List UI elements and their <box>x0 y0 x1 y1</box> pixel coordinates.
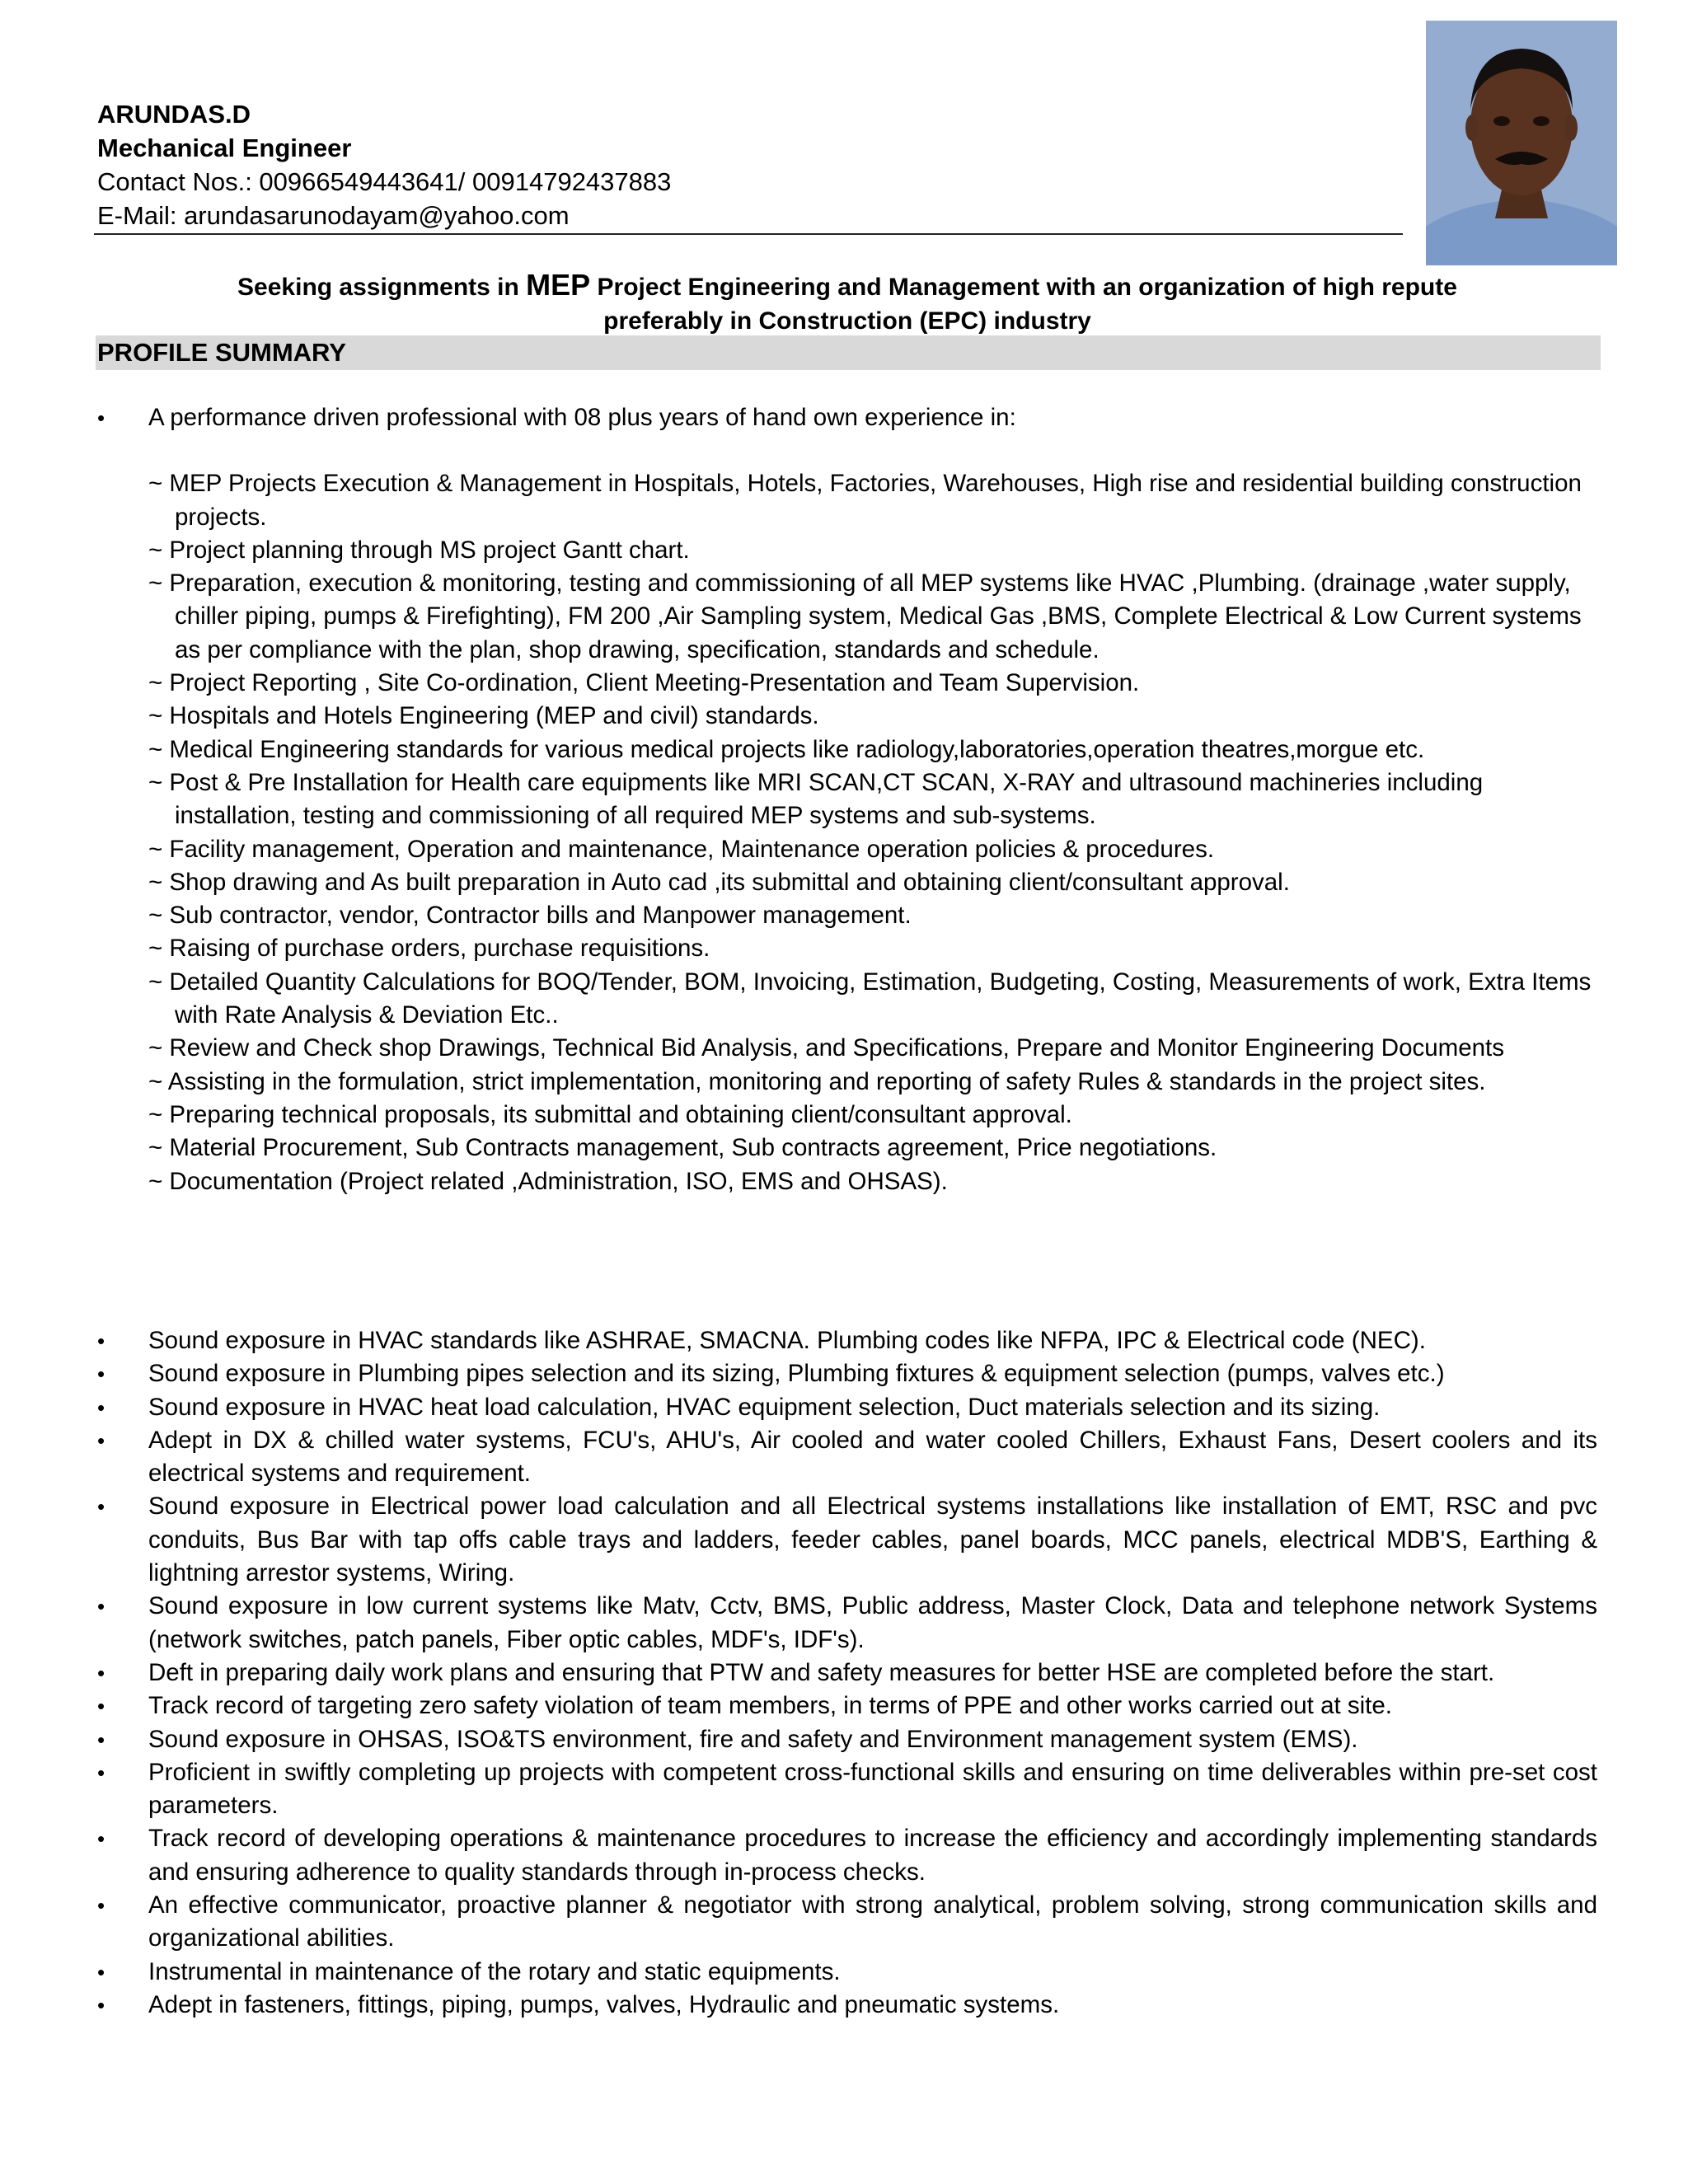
sub-item: ~ Shop drawing and As built preparation in Auto cad ,its submittal and obtaining client/consultant approval. <box>148 868 1290 896</box>
skill-bullet-item <box>97 1424 1597 1491</box>
bullet-icon: • <box>97 1760 106 1785</box>
sub-item: ~ Facility management, Operation and maintenance, Maintenance operation policies & procedures. <box>148 835 1215 863</box>
bullet-icon: • <box>97 1959 106 1985</box>
skill-text: Sound exposure in OHSAS, ISO&TS environment, fire and safety and Environment management system (EMS). <box>148 1725 1358 1753</box>
sub-item: ~ Post & Pre Installation for Health care equipments like MRI SCAN,CT SCAN, X-RAY and ultrasound machineries including installation, testing and commissioning of all required MEP systems and sub-systems. <box>148 768 1484 830</box>
profile-photo-illustration <box>1426 21 1617 265</box>
sub-item: ~ Project Reporting , Site Co-ordination, Client Meeting-Presentation and Team Supervision. <box>148 669 1140 697</box>
intro-bullet-item <box>97 401 1597 434</box>
objective-rest: Project Engineering and Management with an organization of high repute <box>590 274 1457 301</box>
contact-header <box>97 97 1400 232</box>
sub-item: ~ MEP Projects Execution & Management in Hospitals, Hotels, Factories, Warehouses, High rise and residential building construction projects. <box>148 470 1582 531</box>
skill-text: An effective communicator, proactive planner & negotiator with strong analytical, problem solving, strong communication skills and organizational abilities. <box>148 1891 1597 1952</box>
skill-text: Adept in fasteners, fittings, piping, pumps, valves, Hydraulic and pneumatic systems. <box>148 1990 1060 2018</box>
experience-intro <box>97 401 1597 1198</box>
sub-item: ~ Medical Engineering standards for various medical projects like radiology,laboratories,operation theatres,morgue etc. <box>148 735 1425 763</box>
skill-text: Sound exposure in low current systems like Matv, Cctv, BMS, Public address, Master Clock, Data and telephone network Systems (network switches, patch panels, Fiber optic cables, MDF's, IDF's). <box>148 1592 1597 1653</box>
skill-bullet-item <box>97 1391 1597 1424</box>
bullet-icon: • <box>97 1694 106 1719</box>
skill-text: Sound exposure in Electrical power load calculation and all Electrical systems installations like installation of EMT, RSC and pvc conduits, Bus Bar with tap offs cable trays and ladders, feeder cables, panel boards, MCC panels, electrical MDB'S, Earthing & lightning arrestor systems, Wiring. <box>148 1493 1597 1587</box>
skill-text: Adept in DX & chilled water systems, FCU's, AHU's, Air cooled and water cooled Chillers, Exhaust Fans, Desert coolers and its electrical systems and requirement. <box>148 1426 1597 1488</box>
objective-line-1 <box>97 268 1597 304</box>
objective-prefix: Seeking assignments in <box>237 274 527 301</box>
bullet-icon: • <box>97 1361 106 1387</box>
skill-bullet-item <box>97 1357 1597 1390</box>
email-address: E-Mail: arundasarunodayam@yahoo.com <box>97 201 570 230</box>
bullet-icon: • <box>97 1427 106 1453</box>
sub-item: ~ Material Procurement, Sub Contracts management, Sub contracts agreement, Price negotiations. <box>148 1134 1217 1162</box>
sub-item: ~ Sub contractor, vendor, Contractor bills and Manpower management. <box>148 902 912 930</box>
bullet-icon: • <box>97 1727 106 1752</box>
objective-line-2: preferably in Construction (EPC) industry <box>603 307 1091 335</box>
sub-item: ~ Preparing technical proposals, its submittal and obtaining client/consultant approval. <box>148 1100 1072 1128</box>
bullet-icon: • <box>97 1992 106 2018</box>
skill-bullet-item <box>97 1956 1597 1989</box>
sub-item: ~ Hospitals and Hotels Engineering (MEP and civil) standards. <box>148 702 819 730</box>
skill-text: Deft in preparing daily work plans and ensuring that PTW and safety measures for better HSE are completed before the start. <box>148 1658 1495 1686</box>
bullet-icon: • <box>97 1494 106 1520</box>
bullet-icon: • <box>97 1660 106 1685</box>
skill-text: Sound exposure in HVAC standards like ASHRAE, SMACNA. Plumbing codes like NFPA, IPC & Electrical code (NEC). <box>148 1327 1426 1354</box>
skill-text: Proficient in swiftly completing up projects with competent cross-functional skills and ensuring on time deliverables within pre-set cost parameters. <box>148 1758 1597 1820</box>
skill-bullet-item <box>97 1822 1597 1889</box>
profile-summary-heading: PROFILE SUMMARY <box>96 335 1601 370</box>
header-divider <box>94 233 1403 235</box>
skill-text: Sound exposure in HVAC heat load calculation, HVAC equipment selection, Duct materials selection and its sizing. <box>148 1393 1381 1421</box>
bullet-icon: • <box>97 1893 106 1919</box>
skill-bullet-item <box>97 1324 1597 1357</box>
skill-bullet-item <box>97 1989 1597 2022</box>
skill-bullet-item <box>97 1490 1597 1590</box>
bullet-icon: • <box>97 1329 106 1353</box>
sub-item: ~ Detailed Quantity Calculations for BOQ/Tender, BOM, Invoicing, Estimation, Budgeting, Costing, Measurements of work, Extra Items with Rate Analysis & Deviation Etc.. <box>148 968 1592 1029</box>
bullet-icon: • <box>97 1826 106 1852</box>
career-objective <box>97 268 1597 338</box>
sub-item: ~ Review and Check shop Drawings, Technical Bid Analysis, and Specifications, Prepare and Monitor Engineering Documents <box>148 1034 1504 1062</box>
skill-bullet-item <box>97 1690 1597 1722</box>
skill-bullet-item <box>97 1657 1597 1690</box>
sub-item: ~ Raising of purchase orders, purchase requisitions. <box>148 935 710 963</box>
skill-bullet-item <box>97 1723 1597 1756</box>
skill-text: Instrumental in maintenance of the rotary and static equipments. <box>148 1957 841 1985</box>
contact-numbers: Contact Nos.: 00966549443641/ 00914792437883 <box>97 167 672 196</box>
sub-item: ~ Assisting in the formulation, strict implementation, monitoring and reporting of safety Rules & standards in the project sites. <box>148 1067 1486 1095</box>
sub-item: ~ Documentation (Project related ,Administration, ISO, EMS and OHSAS). <box>148 1167 948 1195</box>
intro-text: A performance driven professional with 08 plus years of hand own experience in: <box>148 404 1016 431</box>
bullet-icon: • <box>97 405 106 430</box>
objective-mep: MEP <box>526 268 591 302</box>
bullet-icon: • <box>97 1594 106 1619</box>
candidate-role: Mechanical Engineer <box>97 134 352 162</box>
sub-item: ~ Preparation, execution & monitoring, testing and commissioning of all MEP systems like HVAC ,Plumbing. (drainage ,water supply, chiller piping, pumps & Firefighting), FM 200 ,Air Sampling system, Medical Gas ,BMS, Complete Electrical & Low Current systems as per compliance with the plan, shop drawing, specification, standards and schedule. <box>148 569 1582 663</box>
skill-bullet-item <box>97 1889 1597 1956</box>
bullet-icon: • <box>97 1394 106 1420</box>
skill-text: Sound exposure in Plumbing pipes selection and its sizing, Plumbing fixtures & equipment selection (pumps, valves etc.) <box>148 1360 1445 1388</box>
experience-sub-list <box>148 467 1597 1198</box>
profile-photo <box>1426 21 1617 265</box>
skill-bullet-item <box>97 1756 1597 1823</box>
skills-bullet-list <box>97 1324 1597 2022</box>
skill-bullet-item <box>97 1590 1597 1657</box>
skill-text: Track record of developing operations & maintenance procedures to increase the efficiency and accordingly implementing standards and ensuring adherence to quality standards through in-process checks. <box>148 1825 1597 1886</box>
candidate-name: ARUNDAS.D <box>97 100 251 129</box>
sub-item: ~ Project planning through MS project Gantt chart. <box>148 536 690 564</box>
skill-text: Track record of targeting zero safety violation of team members, in terms of PPE and other works carried out at site. <box>148 1692 1392 1720</box>
